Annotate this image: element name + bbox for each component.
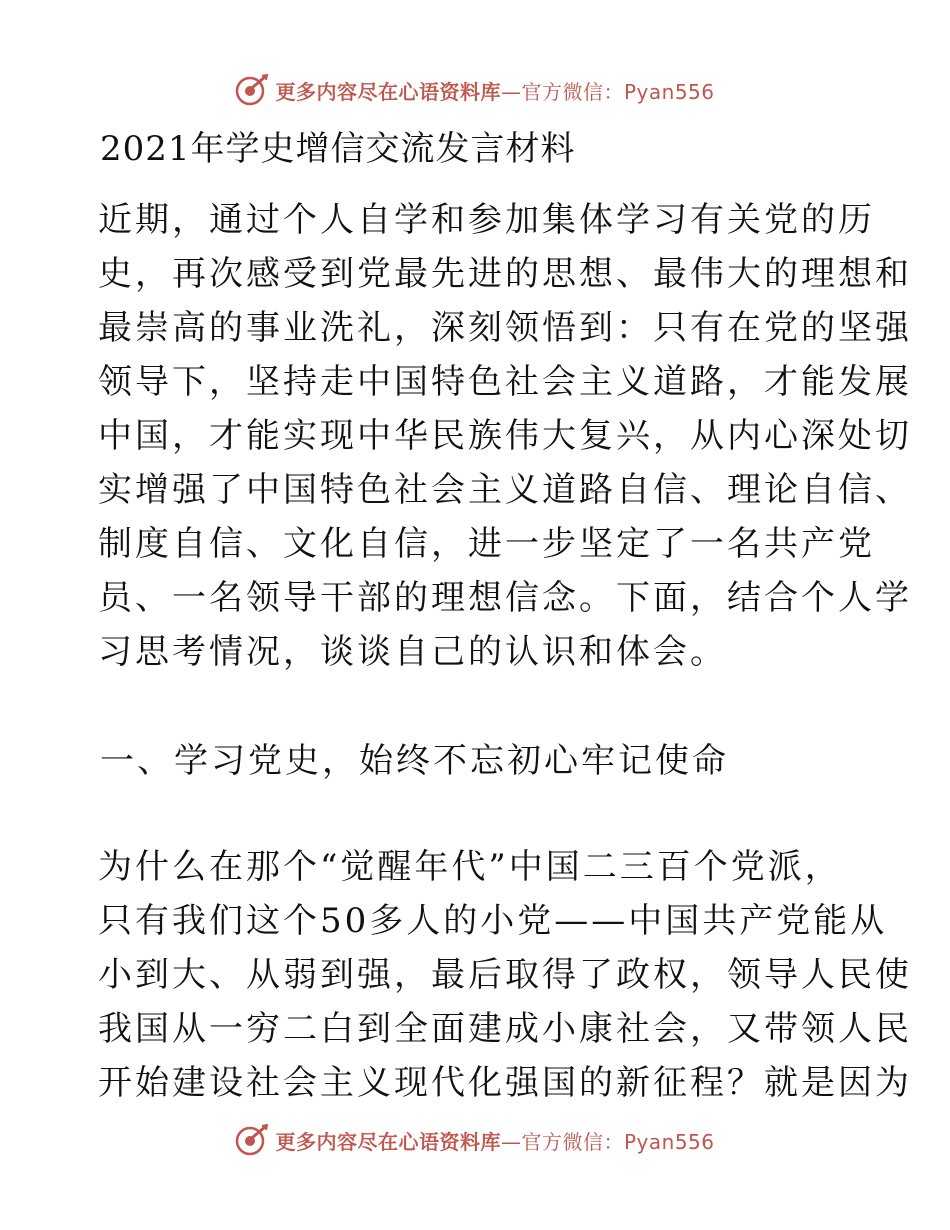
text-line: 制度自信、文化自信，进一步坚定了一名共产党 xyxy=(98,524,875,564)
paragraph-section-1 xyxy=(98,840,912,1110)
text-line: 最崇高的事业洗礼，深刻领悟到：只有在党的坚强 xyxy=(98,308,912,348)
text-line: 为什么在那个“觉醒年代”中国二三百个党派， xyxy=(98,847,842,887)
text-line: 只有我们这个50多人的小党——中国共产党能从 xyxy=(98,901,888,941)
text-line: 领导下，坚持走中国特色社会主义道路，才能发展 xyxy=(98,362,912,402)
text-line: 实增强了中国特色社会主义道路自信、理论自信、 xyxy=(98,470,912,510)
document-title: 2021年学史增信交流发言材料 xyxy=(100,129,576,169)
brand-logo-icon xyxy=(235,1123,269,1157)
text-line: 史，再次感受到党最先进的思想、最伟大的理想和 xyxy=(98,254,912,294)
watermark-text: 更多内容尽在心语资料库—官方微信：Pyan556 xyxy=(275,1129,715,1154)
text-line: 开始建设社会主义现代化强国的新征程？就是因为 xyxy=(98,1063,912,1103)
text-line: 员、一名领导干部的理想信念。下面，结合个人学 xyxy=(98,578,912,618)
section-heading-1: 一、学习党史，始终不忘初心牢记使命 xyxy=(100,741,729,781)
text-line: 我国从一穷二白到全面建成小康社会，又带领人民 xyxy=(98,1009,912,1049)
brand-logo-icon xyxy=(235,73,269,107)
text-line: 近期，通过个人自学和参加集体学习有关党的历 xyxy=(98,200,875,240)
text-line: 中国，才能实现中华民族伟大复兴，从内心深处切 xyxy=(98,416,912,456)
watermark-footer xyxy=(0,1120,950,1160)
paragraph-intro xyxy=(98,193,912,679)
text-line: 习思考情况，谈谈自己的认识和体会。 xyxy=(98,632,727,672)
watermark-text: 更多内容尽在心语资料库—官方微信：Pyan556 xyxy=(275,79,715,104)
text-line: 小到大、从弱到强，最后取得了政权，领导人民使 xyxy=(98,955,912,995)
watermark-header xyxy=(0,70,950,110)
